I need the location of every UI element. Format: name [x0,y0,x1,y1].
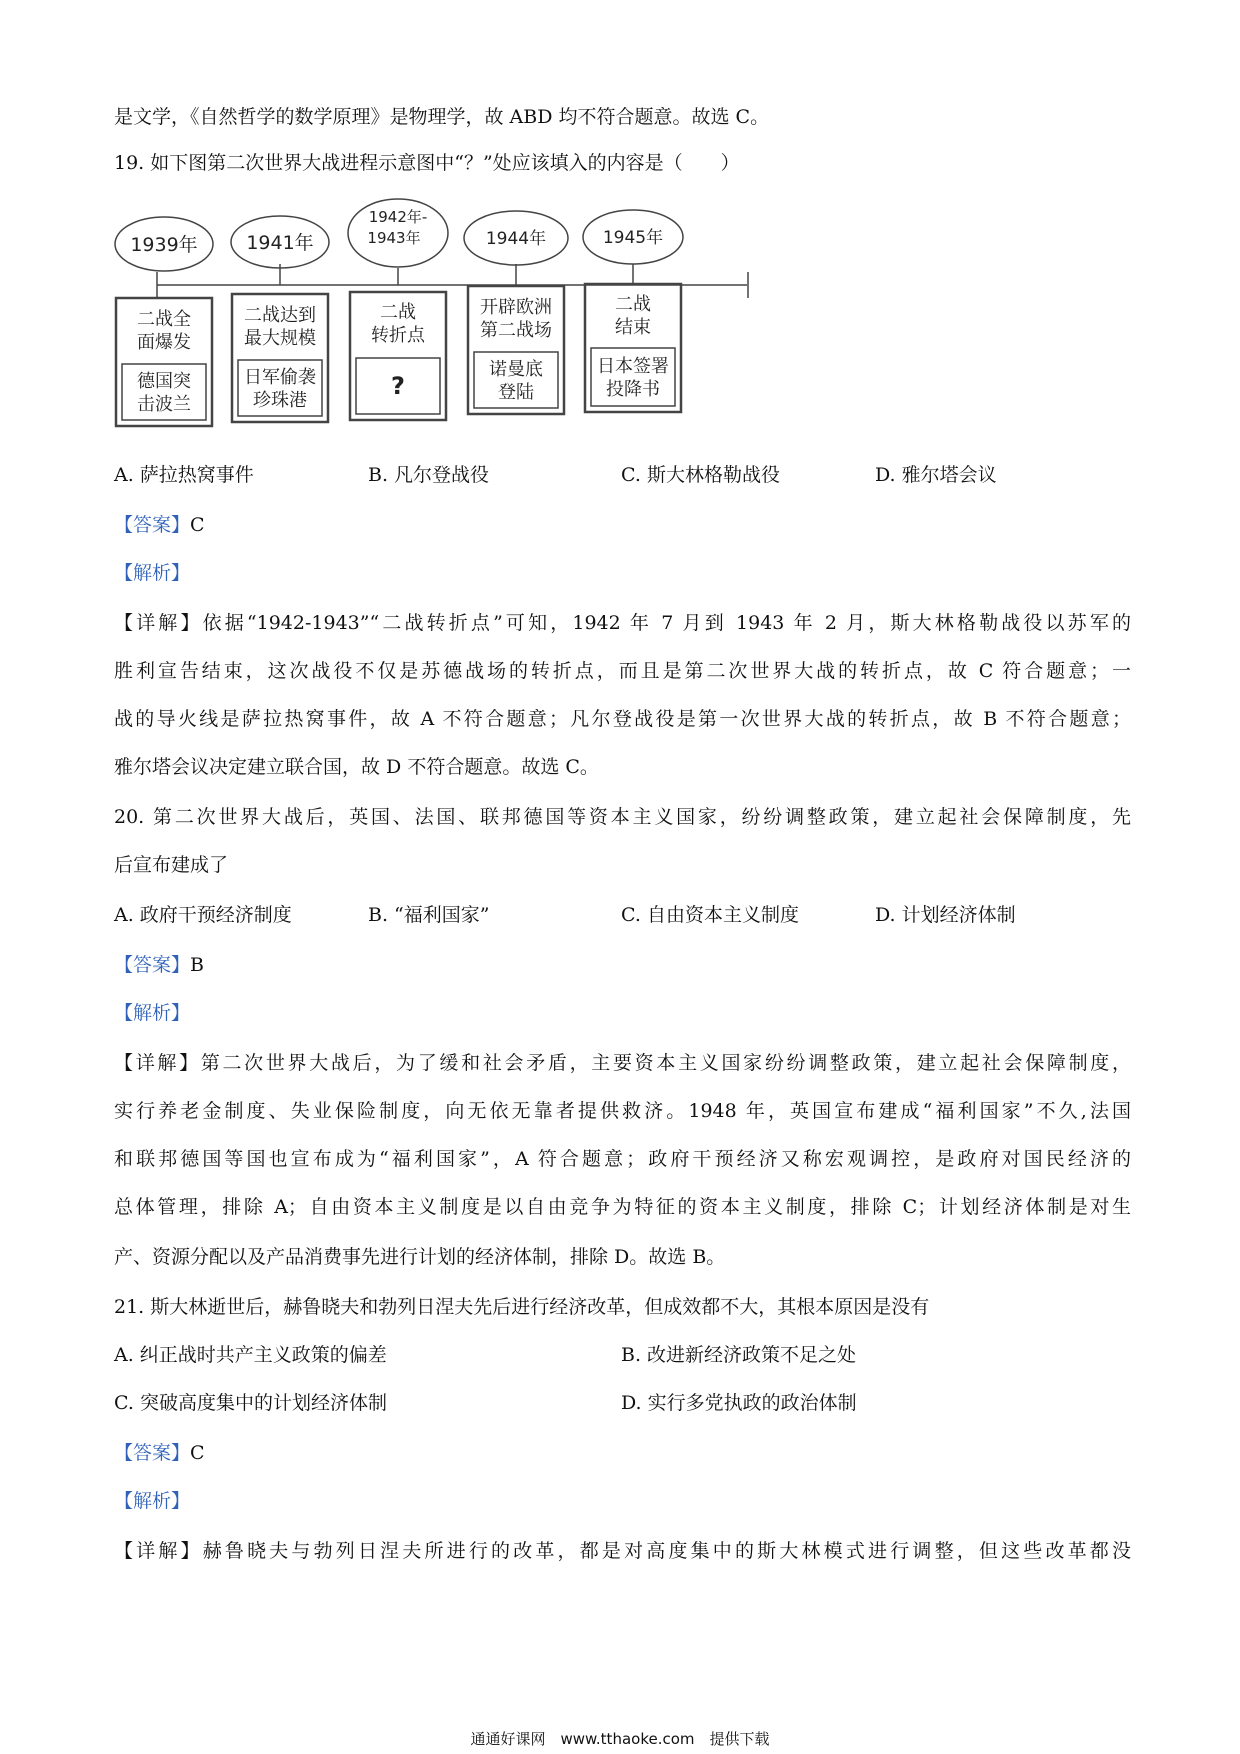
q20-detail-5: 产、资源分配以及产品消费事先进行计划的经济体制，排除 D。故选 B。 [114,1246,726,1268]
q20-detail-1: 【详解】第二次世界大战后，为了缓和社会矛盾，主要资本主义国家纷纷调整政策，建立起社会保障制度， [114,1052,1131,1074]
year-1941: 1941年 [246,232,314,254]
q21-option-c: C. 突破高度集中的计划经济体制 [114,1392,387,1414]
q19-detail-4: 雅尔塔会议决定建立联合国，故 D 不符合题意。故选 C。 [114,756,599,778]
event-label: 击波兰 [137,394,191,415]
text-line: 是文学，《自然哲学的数学原理》是物理学，故 ABD 均不符合题意。故选 C。 [114,106,770,128]
q21-answer: 【答案】C [114,1442,205,1464]
q19-analysis-tag: 【解析】 [114,562,191,584]
event-label: 投降书 [606,379,660,400]
q20-detail-3: 和联邦德国等国也宣布成为“福利国家”，A 符合题意；政府干预经济又称宏观调控，是政府对国民经济的 [114,1148,1131,1170]
event-label: 珍珠港 [253,390,307,411]
question-20-line-1: 20. 第二次世界大战后，英国、法国、联邦德国等资本主义国家，纷纷调整政策，建立起社会保障制度，先 [114,806,1131,828]
stage-label: 第二战场 [480,320,552,341]
q19-detail-2: 胜利宣告结束，这次战役不仅是苏德战场的转折点，而且是第二次世界大战的转折点，故 C 符合题意；一 [114,660,1131,682]
stage-label: 最大规模 [244,328,316,349]
q21-option-d: D. 实行多党执政的政治体制 [621,1392,857,1414]
question-20-line-2: 后宣布建成了 [114,854,229,876]
q19-option-d: D. 雅尔塔会议 [875,464,997,486]
q19-option-a: A. 萨拉热窝事件 [114,464,254,486]
q20-answer: 【答案】B [114,954,204,976]
q20-detail-2: 实行养老金制度、失业保险制度，向无依无靠者提供救济。1948 年，英国宣布建成“福利国家”不久,法国 [114,1100,1131,1122]
page-footer: 通通好课网 www.tthaoke.com 提供下载 [470,1730,770,1748]
year-1945: 1945年 [602,228,664,248]
stage-label: 面爆发 [137,332,191,353]
stage-label: 二战 [380,302,416,323]
q21-detail-1: 【详解】赫鲁晓夫与勃列日涅夫所进行的改革，都是对高度集中的斯大林模式进行调整，但这些改革都没 [114,1540,1131,1562]
unknown-event-mark: ? [391,372,405,400]
ww2-timeline-diagram [112,188,762,434]
event-label: 日军偷袭 [244,367,316,388]
q20-option-c: C. 自由资本主义制度 [621,904,799,926]
stage-label: 结束 [615,317,651,338]
q20-option-a: A. 政府干预经济制度 [114,904,292,926]
stage-label: 二战达到 [244,305,316,326]
q19-detail-3: 战的导火线是萨拉热窝事件，故 A 不符合题意；凡尔登战役是第一次世界大战的转折点，故 B 不符合题意； [114,708,1131,730]
event-label: 德国突 [137,371,191,392]
stage-label: 转折点 [371,325,425,346]
q21-analysis-tag: 【解析】 [114,1490,191,1512]
q19-option-b: B. 凡尔登战役 [368,464,490,486]
q21-option-b: B. 改进新经济政策不足之处 [621,1344,857,1366]
q21-option-a: A. 纠正战时共产主义政策的偏差 [114,1344,387,1366]
event-label: 诺曼底 [489,359,543,380]
year-1939: 1939年 [130,234,198,256]
q20-option-d: D. 计划经济体制 [875,904,1016,926]
q19-answer: 【答案】C [114,514,205,536]
q19-detail-1: 【详解】依据“1942-1943”“二战转折点”可知，1942 年 7 月到 1943 年 2 月，斯大林格勒战役以苏军的 [114,612,1131,634]
q20-detail-4: 总体管理，排除 A；自由资本主义制度是以自由竞争为特征的资本主义制度，排除 C；计划经济体制是对生 [114,1196,1131,1218]
stage-label: 二战 [615,294,651,315]
year-1942: 1942年- [368,208,428,226]
q19-option-c: C. 斯大林格勒战役 [621,464,780,486]
q20-analysis-tag: 【解析】 [114,1002,191,1024]
year-1943: 1943年 [367,229,421,247]
event-label: 登陆 [498,382,534,403]
event-label: 日本签署 [597,356,669,377]
question-21: 21. 斯大林逝世后，赫鲁晓夫和勃列日涅夫先后进行经济改革，但成效都不大，其根本原因是没有 [114,1296,930,1318]
year-1944: 1944年 [485,229,547,249]
stage-label: 开辟欧洲 [480,297,552,318]
q20-option-b: B. “福利国家” [368,904,490,926]
question-19: 19. 如下图第二次世界大战进程示意图中“？”处应该填入的内容是（ ） [114,152,740,174]
stage-label: 二战全 [137,309,191,330]
